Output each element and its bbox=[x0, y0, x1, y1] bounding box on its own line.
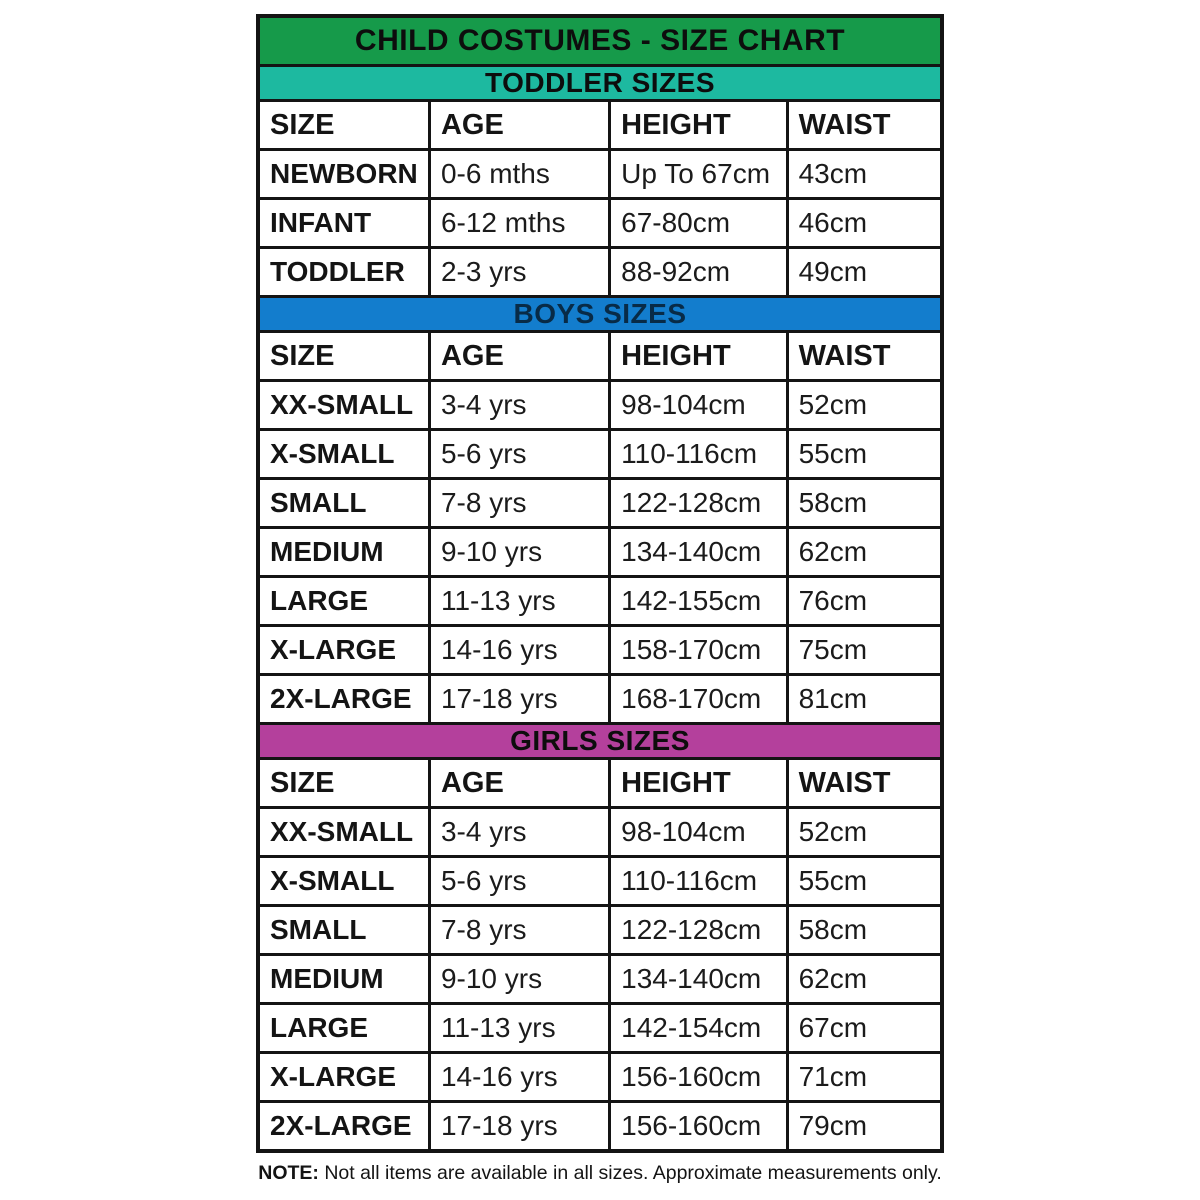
cell-height: 98-104cm bbox=[608, 382, 785, 428]
column-header-age: AGE bbox=[428, 760, 608, 806]
cell-age: 3-4 yrs bbox=[428, 382, 608, 428]
cell-height: 122-128cm bbox=[608, 907, 785, 953]
cell-waist: 62cm bbox=[786, 529, 940, 575]
cell-age: 9-10 yrs bbox=[428, 529, 608, 575]
section-header-girls-sizes: GIRLS SIZES bbox=[260, 722, 940, 757]
cell-height: Up To 67cm bbox=[608, 151, 785, 197]
cell-size: X-SMALL bbox=[270, 865, 395, 896]
cell-age: 14-16 yrs bbox=[428, 627, 608, 673]
cell-height: 156-160cm bbox=[608, 1103, 785, 1149]
cell-waist: 75cm bbox=[786, 627, 940, 673]
cell-size: NEWBORN bbox=[270, 158, 418, 189]
chart-title: CHILD COSTUMES - SIZE CHART bbox=[260, 18, 940, 64]
footnote-label: NOTE: bbox=[258, 1162, 319, 1184]
cell-age: 5-6 yrs bbox=[428, 858, 608, 904]
column-header-waist: WAIST bbox=[786, 333, 940, 379]
column-header-waist: WAIST bbox=[786, 102, 940, 148]
cell-size: X-LARGE bbox=[270, 1061, 396, 1092]
cell-age: 5-6 yrs bbox=[428, 431, 608, 477]
cell-age: 11-13 yrs bbox=[428, 1005, 608, 1051]
cell-height: 158-170cm bbox=[608, 627, 785, 673]
cell-height: 134-140cm bbox=[608, 529, 785, 575]
cell-age: 9-10 yrs bbox=[428, 956, 608, 1002]
table-row bbox=[260, 806, 940, 855]
cell-size: SMALL bbox=[270, 487, 367, 518]
cell-height: 67-80cm bbox=[608, 200, 785, 246]
cell-size: XX-SMALL bbox=[270, 389, 414, 420]
cell-size: 2X-LARGE bbox=[270, 683, 412, 714]
cell-age: 14-16 yrs bbox=[428, 1054, 608, 1100]
cell-height: 88-92cm bbox=[608, 249, 785, 295]
cell-size: TODDLER bbox=[270, 256, 405, 287]
column-header-height: HEIGHT bbox=[608, 760, 785, 806]
cell-age: 7-8 yrs bbox=[428, 907, 608, 953]
cell-height: 110-116cm bbox=[608, 858, 785, 904]
table-row bbox=[260, 477, 940, 526]
cell-age: 17-18 yrs bbox=[428, 676, 608, 722]
cell-height: 168-170cm bbox=[608, 676, 785, 722]
cell-size: LARGE bbox=[270, 1012, 368, 1043]
cell-waist: 58cm bbox=[786, 907, 940, 953]
cell-age: 2-3 yrs bbox=[428, 249, 608, 295]
cell-height: 156-160cm bbox=[608, 1054, 785, 1100]
section-header-toddler-sizes: TODDLER SIZES bbox=[260, 64, 940, 99]
section-header-boys-sizes: BOYS SIZES bbox=[260, 295, 940, 330]
table-row bbox=[260, 953, 940, 1002]
cell-age: 6-12 mths bbox=[428, 200, 608, 246]
column-header-height: HEIGHT bbox=[608, 333, 785, 379]
cell-waist: 55cm bbox=[786, 431, 940, 477]
table-row bbox=[260, 246, 940, 295]
cell-age: 7-8 yrs bbox=[428, 480, 608, 526]
cell-waist: 62cm bbox=[786, 956, 940, 1002]
cell-waist: 43cm bbox=[786, 151, 940, 197]
cell-height: 142-154cm bbox=[608, 1005, 785, 1051]
cell-size: MEDIUM bbox=[270, 963, 384, 994]
cell-waist: 46cm bbox=[786, 200, 940, 246]
footnote bbox=[250, 1162, 950, 1185]
footnote-text: Not all items are available in all sizes. Approximate measurements only. bbox=[324, 1162, 942, 1184]
column-header-age: AGE bbox=[428, 333, 608, 379]
cell-age: 3-4 yrs bbox=[428, 809, 608, 855]
cell-waist: 55cm bbox=[786, 858, 940, 904]
cell-waist: 49cm bbox=[786, 249, 940, 295]
column-header-size: SIZE bbox=[270, 767, 335, 799]
cell-waist: 71cm bbox=[786, 1054, 940, 1100]
table-row bbox=[260, 197, 940, 246]
table-row bbox=[260, 575, 940, 624]
cell-size: X-SMALL bbox=[270, 438, 395, 469]
table-row bbox=[260, 148, 940, 197]
size-chart-table bbox=[256, 14, 944, 1153]
cell-size: SMALL bbox=[270, 914, 367, 945]
table-row bbox=[260, 1100, 940, 1149]
cell-waist: 81cm bbox=[786, 676, 940, 722]
table-row bbox=[260, 428, 940, 477]
table-row bbox=[260, 1002, 940, 1051]
column-header-row bbox=[260, 757, 940, 806]
cell-waist: 76cm bbox=[786, 578, 940, 624]
table-row bbox=[260, 904, 940, 953]
table-row bbox=[260, 526, 940, 575]
cell-size: LARGE bbox=[270, 585, 368, 616]
cell-waist: 67cm bbox=[786, 1005, 940, 1051]
cell-size: X-LARGE bbox=[270, 634, 396, 665]
cell-height: 134-140cm bbox=[608, 956, 785, 1002]
column-header-size: SIZE bbox=[270, 109, 335, 141]
cell-height: 110-116cm bbox=[608, 431, 785, 477]
column-header-size: SIZE bbox=[270, 340, 335, 372]
cell-age: 0-6 mths bbox=[428, 151, 608, 197]
cell-size: 2X-LARGE bbox=[270, 1110, 412, 1141]
table-row bbox=[260, 855, 940, 904]
cell-waist: 52cm bbox=[786, 382, 940, 428]
column-header-height: HEIGHT bbox=[608, 102, 785, 148]
cell-size: MEDIUM bbox=[270, 536, 384, 567]
column-header-row bbox=[260, 99, 940, 148]
column-header-row bbox=[260, 330, 940, 379]
table-row bbox=[260, 379, 940, 428]
table-row bbox=[260, 624, 940, 673]
column-header-waist: WAIST bbox=[786, 760, 940, 806]
cell-age: 17-18 yrs bbox=[428, 1103, 608, 1149]
cell-waist: 79cm bbox=[786, 1103, 940, 1149]
cell-height: 122-128cm bbox=[608, 480, 785, 526]
column-header-age: AGE bbox=[428, 102, 608, 148]
cell-waist: 52cm bbox=[786, 809, 940, 855]
table-row bbox=[260, 673, 940, 722]
cell-waist: 58cm bbox=[786, 480, 940, 526]
cell-height: 98-104cm bbox=[608, 809, 785, 855]
cell-height: 142-155cm bbox=[608, 578, 785, 624]
table-row bbox=[260, 1051, 940, 1100]
cell-size: INFANT bbox=[270, 207, 372, 238]
cell-age: 11-13 yrs bbox=[428, 578, 608, 624]
cell-size: XX-SMALL bbox=[270, 816, 414, 847]
